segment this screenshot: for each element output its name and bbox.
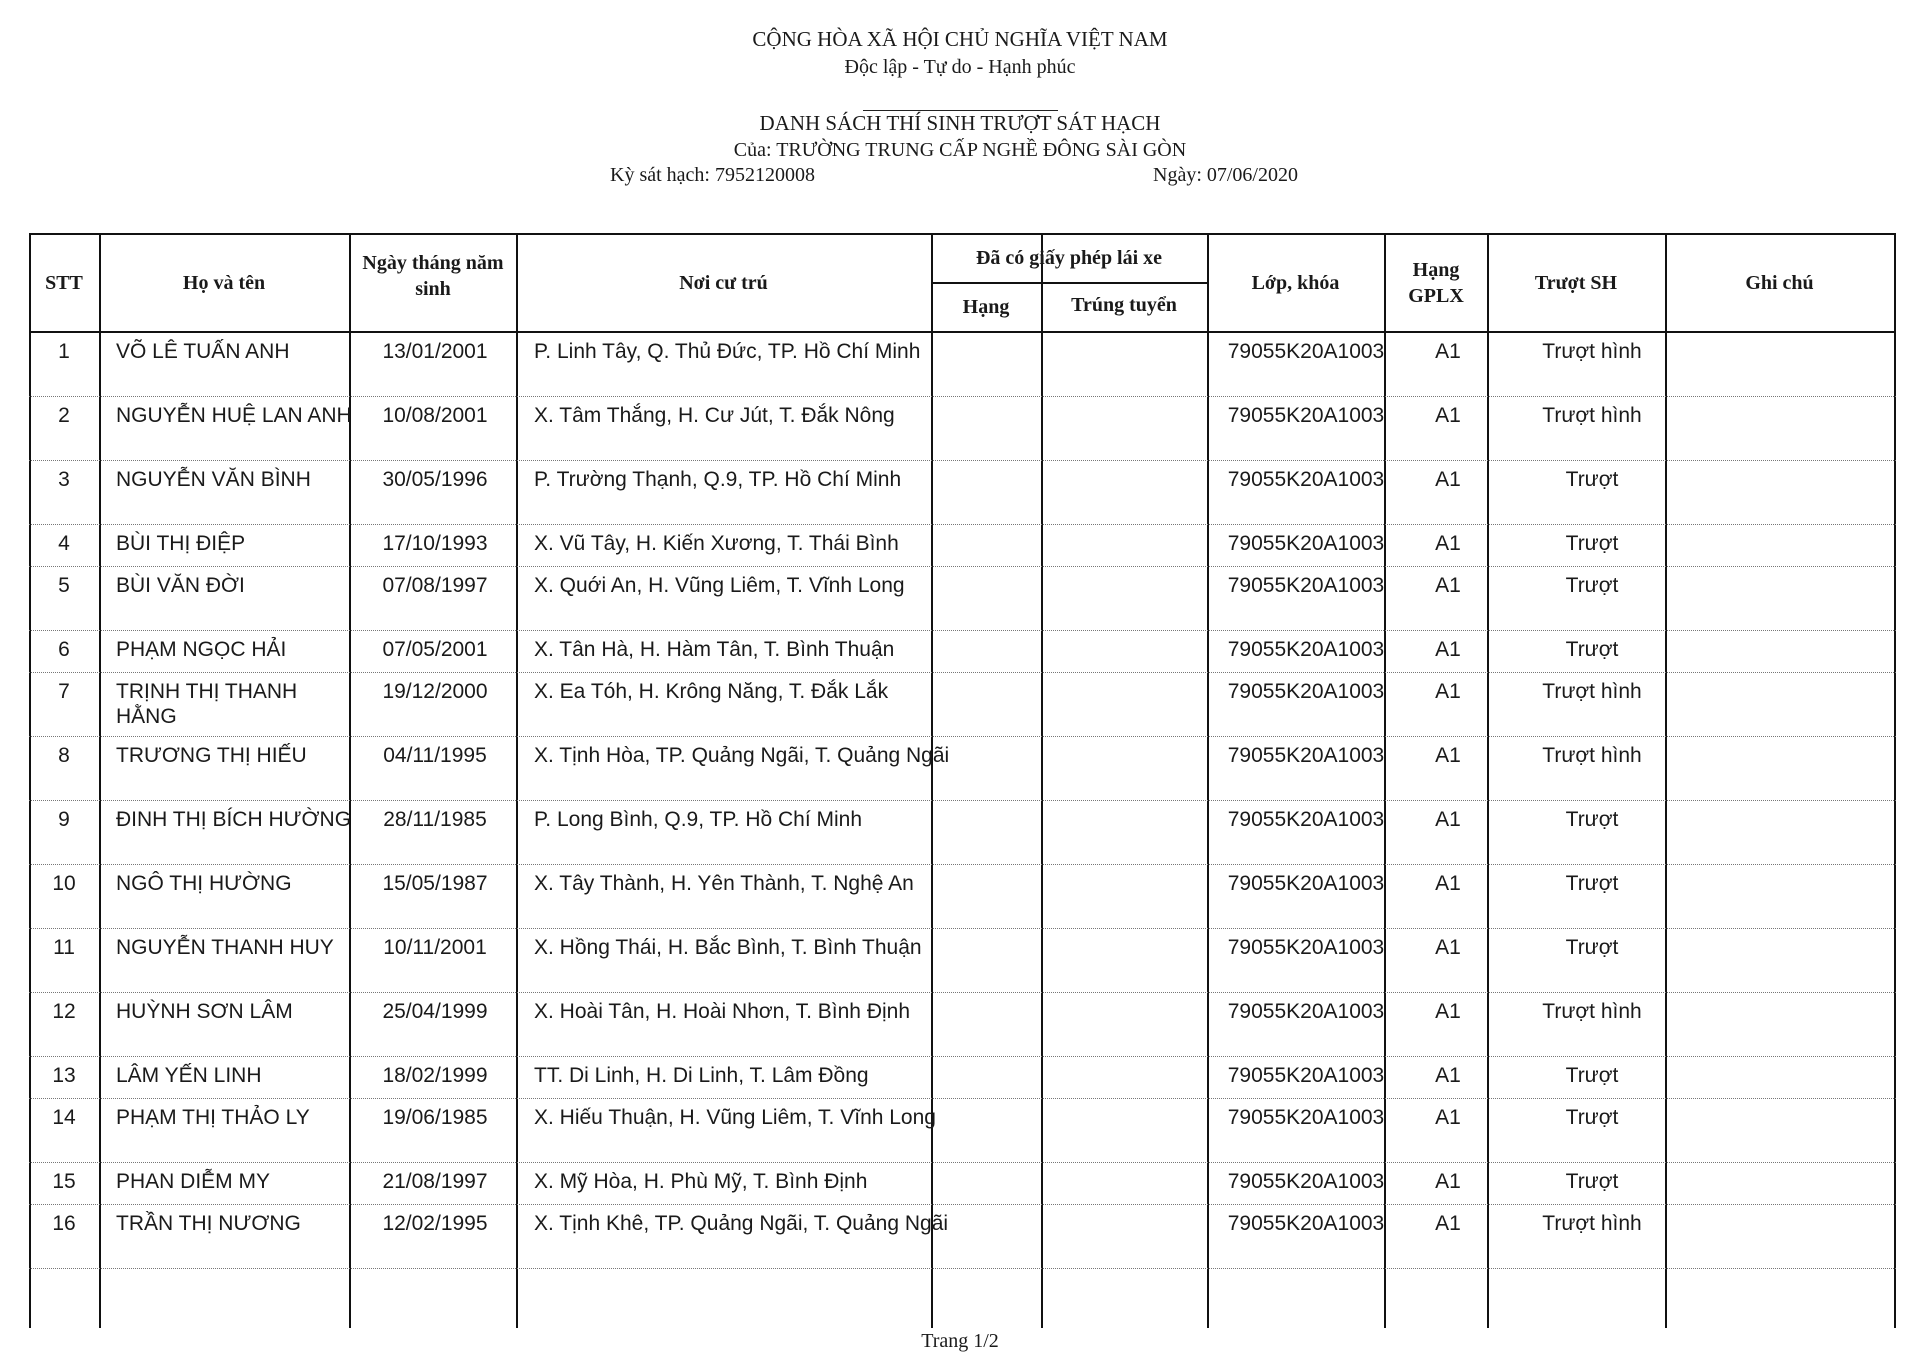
row-dob: 10/08/2001 xyxy=(382,404,488,427)
row-address: X. Vũ Tây, H. Kiến Xương, T. Thái Bình xyxy=(534,532,899,555)
header-dob: Ngày tháng năm sinh xyxy=(362,252,504,300)
header-license-group: Đã có giấy phép lái xe xyxy=(975,247,1163,269)
row-name: PHẠM NGỌC HẢI xyxy=(116,638,287,661)
row-class: 79055K20A1003 xyxy=(1227,936,1385,959)
row-class: 79055K20A1003 xyxy=(1227,638,1385,661)
row-name: VÕ LÊ TUẤN ANH xyxy=(116,340,290,363)
row-result: Trượt hình xyxy=(1542,340,1642,363)
table-row xyxy=(29,929,1896,993)
row-dob: 25/04/1999 xyxy=(382,1000,488,1023)
document-title: DANH SÁCH THÍ SINH TRƯỢT SÁT HẠCH xyxy=(759,111,1161,135)
row-gplx-rank: A1 xyxy=(1435,872,1461,895)
row-dob: 17/10/1993 xyxy=(382,532,488,555)
table-row xyxy=(29,673,1896,737)
row-class: 79055K20A1003 xyxy=(1227,680,1385,703)
table-row xyxy=(29,333,1896,397)
row-dob: 15/05/1987 xyxy=(382,872,488,895)
row-stt: 13 xyxy=(52,1064,76,1087)
row-name: LÂM YẾN LINH xyxy=(116,1064,262,1087)
row-gplx-rank: A1 xyxy=(1435,468,1461,491)
row-gplx-rank: A1 xyxy=(1435,532,1461,555)
row-address: P. Linh Tây, Q. Thủ Đức, TP. Hồ Chí Minh xyxy=(534,340,921,363)
header-license-passed: Trúng tuyển xyxy=(1071,294,1177,316)
row-address: X. Tân Hà, H. Hàm Tân, T. Bình Thuận xyxy=(534,638,895,661)
row-class: 79055K20A1003 xyxy=(1227,808,1385,831)
organization: Của: TRƯỜNG TRUNG CẤP NGHỀ ĐÔNG SÀI GÒN xyxy=(733,139,1187,161)
row-class: 79055K20A1003 xyxy=(1227,574,1385,597)
row-stt: 4 xyxy=(58,532,70,555)
row-dob: 18/02/1999 xyxy=(382,1064,488,1087)
row-dob: 10/11/2001 xyxy=(383,936,487,959)
exam-session: Kỳ sát hạch: 7952120008 xyxy=(610,164,815,186)
row-address: X. Tâm Thắng, H. Cư Jút, T. Đắk Nông xyxy=(534,404,895,427)
row-address: X. Ea Tóh, H. Krông Năng, T. Đắk Lắk xyxy=(534,680,889,703)
row-result: Trượt xyxy=(1565,638,1619,661)
row-stt: 14 xyxy=(52,1106,76,1129)
row-name: NGUYỄN THANH HUY xyxy=(116,936,334,959)
row-stt: 6 xyxy=(58,638,70,661)
row-stt: 1 xyxy=(58,340,70,363)
row-name: HUỲNH SƠN LÂM xyxy=(116,1000,293,1023)
table-row xyxy=(29,461,1896,525)
row-address: X. Mỹ Hòa, H. Phù Mỹ, T. Bình Định xyxy=(534,1170,868,1193)
row-dob: 21/08/1997 xyxy=(382,1170,488,1193)
row-gplx-rank: A1 xyxy=(1435,1064,1461,1087)
table-row xyxy=(29,567,1896,631)
row-result: Trượt hình xyxy=(1542,744,1642,767)
page-number: Trang 1/2 xyxy=(921,1330,999,1352)
table-row xyxy=(29,1099,1896,1163)
row-gplx-rank: A1 xyxy=(1435,1212,1461,1235)
table-row xyxy=(29,1205,1896,1269)
table-row xyxy=(29,525,1896,567)
table-row xyxy=(29,631,1896,673)
row-dob: 07/08/1997 xyxy=(382,574,488,597)
row-stt: 10 xyxy=(52,872,76,895)
row-class: 79055K20A1003 xyxy=(1227,872,1385,895)
row-name: NGUYỄN VĂN BÌNH xyxy=(116,468,311,491)
row-stt: 16 xyxy=(52,1212,76,1235)
row-class: 79055K20A1003 xyxy=(1227,1170,1385,1193)
row-result: Trượt xyxy=(1565,468,1619,491)
row-address: X. Tây Thành, H. Yên Thành, T. Nghệ An xyxy=(534,872,914,895)
row-name: ĐINH THỊ BÍCH HƯỜNG xyxy=(116,808,352,831)
table-row xyxy=(29,865,1896,929)
header-gplx-rank: Hạng GPLX xyxy=(1408,259,1464,307)
row-result: Trượt xyxy=(1565,1170,1619,1193)
row-class: 79055K20A1003 xyxy=(1227,340,1385,363)
row-stt: 15 xyxy=(52,1170,76,1193)
row-name: NGUYỄN HUỆ LAN ANH xyxy=(116,404,352,427)
row-result: Trượt xyxy=(1565,574,1619,597)
row-gplx-rank: A1 xyxy=(1435,1106,1461,1129)
row-name: TRỊNH THỊ THANH HẰNG xyxy=(116,680,298,728)
row-dob: 19/12/2000 xyxy=(382,680,488,703)
exam-date: Ngày: 07/06/2020 xyxy=(1153,164,1298,186)
header-address: Nơi cư trú xyxy=(679,272,768,294)
nation-heading: CỘNG HÒA XÃ HỘI CHỦ NGHĨA VIỆT NAM xyxy=(752,27,1168,51)
row-name: NGÔ THỊ HƯỜNG xyxy=(116,872,292,895)
row-dob: 12/02/1995 xyxy=(382,1212,488,1235)
candidates-table xyxy=(29,233,1896,1328)
row-address: X. Tịnh Hòa, TP. Quảng Ngãi, T. Quảng Ngãi xyxy=(534,744,950,767)
table-row xyxy=(29,397,1896,461)
table-row xyxy=(29,993,1896,1057)
row-stt: 5 xyxy=(58,574,70,597)
row-result: Trượt hình xyxy=(1542,1000,1642,1023)
row-address: X. Hồng Thái, H. Bắc Bình, T. Bình Thuận xyxy=(534,936,922,959)
row-dob: 13/01/2001 xyxy=(382,340,488,363)
row-dob: 07/05/2001 xyxy=(382,638,488,661)
row-gplx-rank: A1 xyxy=(1435,638,1461,661)
header-note: Ghi chú xyxy=(1745,272,1814,294)
row-result: Trượt hình xyxy=(1542,1212,1642,1235)
row-class: 79055K20A1003 xyxy=(1227,404,1385,427)
row-gplx-rank: A1 xyxy=(1435,1170,1461,1193)
header-license-rank: Hạng xyxy=(962,296,1010,318)
header-name: Họ và tên xyxy=(182,272,266,294)
table-row xyxy=(29,1163,1896,1205)
row-stt: 8 xyxy=(58,744,70,767)
row-name: BÙI VĂN ĐỜI xyxy=(116,574,245,597)
row-address: P. Long Bình, Q.9, TP. Hồ Chí Minh xyxy=(534,808,863,831)
row-result: Trượt xyxy=(1565,936,1619,959)
row-gplx-rank: A1 xyxy=(1435,680,1461,703)
row-address: TT. Di Linh, H. Di Linh, T. Lâm Đồng xyxy=(534,1064,869,1087)
row-name: PHẠM THỊ THẢO LY xyxy=(116,1106,310,1129)
row-stt: 9 xyxy=(58,808,70,831)
row-result: Trượt xyxy=(1565,1064,1619,1087)
row-address: X. Tịnh Khê, TP. Quảng Ngãi, T. Quảng Ngãi xyxy=(534,1212,949,1235)
row-result: Trượt hình xyxy=(1542,680,1642,703)
row-dob: 30/05/1996 xyxy=(382,468,488,491)
row-class: 79055K20A1003 xyxy=(1227,1000,1385,1023)
row-result: Trượt xyxy=(1565,808,1619,831)
row-class: 79055K20A1003 xyxy=(1227,744,1385,767)
row-gplx-rank: A1 xyxy=(1435,1000,1461,1023)
table-row xyxy=(29,737,1896,801)
row-address: P. Trường Thạnh, Q.9, TP. Hồ Chí Minh xyxy=(534,468,902,491)
row-gplx-rank: A1 xyxy=(1435,808,1461,831)
row-gplx-rank: A1 xyxy=(1435,404,1461,427)
row-stt: 11 xyxy=(53,936,75,959)
motto: Độc lập - Tự do - Hạnh phúc xyxy=(844,56,1076,78)
row-result: Trượt hình xyxy=(1542,404,1642,427)
header-stt: STT xyxy=(45,272,83,294)
row-class: 79055K20A1003 xyxy=(1227,532,1385,555)
row-name: PHAN DIỄM MY xyxy=(116,1170,271,1193)
row-name: TRƯƠNG THỊ HIẾU xyxy=(116,744,307,767)
row-gplx-rank: A1 xyxy=(1435,574,1461,597)
row-address: X. Quới An, H. Vũng Liêm, T. Vĩnh Long xyxy=(534,574,905,597)
row-address: X. Hoài Tân, H. Hoài Nhơn, T. Bình Định xyxy=(534,1000,911,1023)
row-result: Trượt xyxy=(1565,872,1619,895)
table-row xyxy=(29,801,1896,865)
row-dob: 28/11/1985 xyxy=(383,808,487,831)
row-result: Trượt xyxy=(1565,532,1619,555)
row-stt: 3 xyxy=(58,468,70,491)
table-row xyxy=(29,1057,1896,1099)
row-gplx-rank: A1 xyxy=(1435,744,1461,767)
row-separator xyxy=(29,1268,1896,1269)
header-result: Trượt SH xyxy=(1534,272,1618,294)
row-address: X. Hiếu Thuận, H. Vũng Liêm, T. Vĩnh Long xyxy=(534,1106,936,1129)
row-class: 79055K20A1003 xyxy=(1227,1212,1385,1235)
row-result: Trượt xyxy=(1565,1106,1619,1129)
row-dob: 04/11/1995 xyxy=(383,744,487,767)
row-class: 79055K20A1003 xyxy=(1227,468,1385,491)
row-name: TRẦN THỊ NƯƠNG xyxy=(116,1212,301,1235)
row-dob: 19/06/1985 xyxy=(382,1106,488,1129)
row-stt: 7 xyxy=(58,680,70,703)
row-class: 79055K20A1003 xyxy=(1227,1064,1385,1087)
row-stt: 2 xyxy=(58,404,70,427)
row-gplx-rank: A1 xyxy=(1435,340,1461,363)
row-gplx-rank: A1 xyxy=(1435,936,1461,959)
row-class: 79055K20A1003 xyxy=(1227,1106,1385,1129)
row-stt: 12 xyxy=(52,1000,76,1023)
row-name: BÙI THỊ ĐIỆP xyxy=(116,532,246,555)
header-class: Lớp, khóa xyxy=(1251,272,1340,294)
